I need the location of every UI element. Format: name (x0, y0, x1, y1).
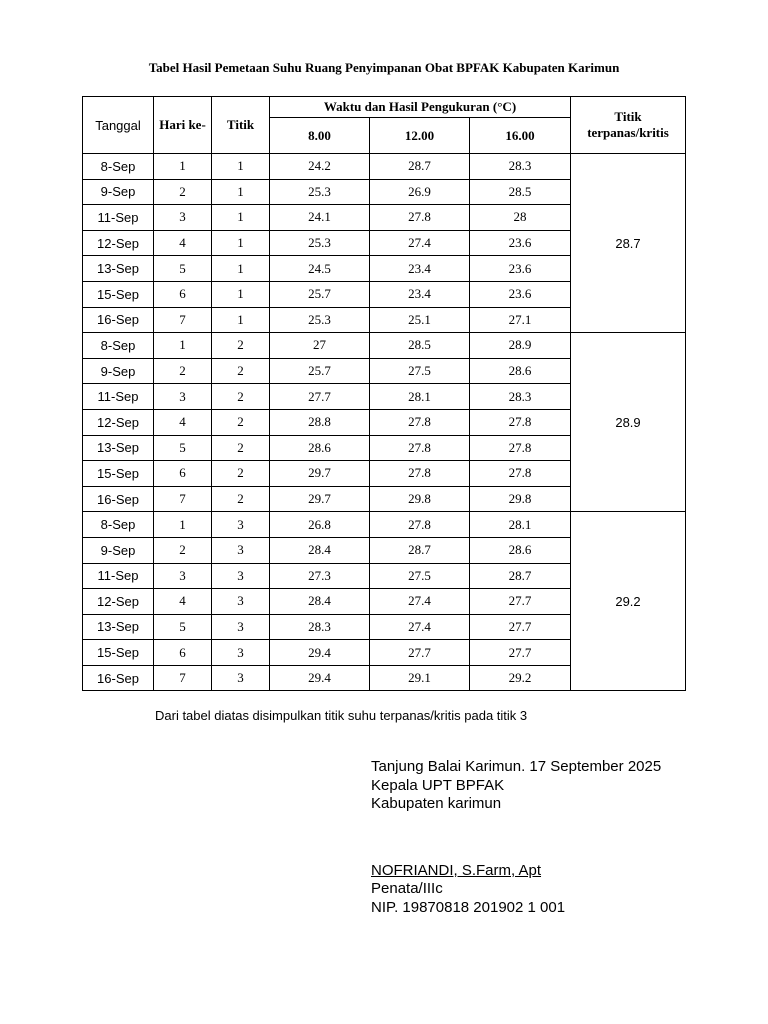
cell-titik: 2 (212, 358, 270, 384)
cell-temp-0800: 29.4 (270, 640, 370, 666)
cell-titik: 1 (212, 179, 270, 205)
cell-temp-1200: 28.7 (370, 537, 470, 563)
cell-temp-1200: 27.4 (370, 589, 470, 615)
cell-date: 16-Sep (83, 665, 154, 691)
cell-temp-1200: 28.5 (370, 333, 470, 359)
cell-temp-1200: 27.5 (370, 563, 470, 589)
cell-hari: 4 (154, 230, 212, 256)
cell-temp-0800: 28.6 (270, 435, 370, 461)
header-hottest (571, 97, 686, 154)
cell-date: 16-Sep (83, 486, 154, 512)
cell-titik: 2 (212, 461, 270, 487)
cell-hari: 1 (154, 333, 212, 359)
cell-temp-0800: 25.3 (270, 307, 370, 333)
cell-temp-1600: 27.1 (470, 307, 571, 333)
cell-temp-1600: 27.7 (470, 640, 571, 666)
cell-temp-0800: 28.3 (270, 614, 370, 640)
cell-temp-0800: 26.8 (270, 512, 370, 538)
header-time-1600: 16.00 (470, 118, 571, 154)
cell-temp-1600: 27.7 (470, 614, 571, 640)
cell-temp-1200: 28.1 (370, 384, 470, 410)
cell-date: 9-Sep (83, 358, 154, 384)
cell-hari: 6 (154, 281, 212, 307)
cell-temp-1200: 27.5 (370, 358, 470, 384)
cell-temp-1200: 23.4 (370, 281, 470, 307)
cell-hari: 1 (154, 512, 212, 538)
cell-titik: 1 (212, 281, 270, 307)
cell-hottest: 28.7 (571, 154, 686, 333)
cell-hari: 3 (154, 205, 212, 231)
cell-date: 13-Sep (83, 614, 154, 640)
cell-hari: 6 (154, 461, 212, 487)
cell-temp-0800: 28.8 (270, 409, 370, 435)
cell-titik: 3 (212, 589, 270, 615)
table-row (83, 512, 686, 538)
cell-temp-1600: 27.8 (470, 409, 571, 435)
cell-date: 15-Sep (83, 461, 154, 487)
temperature-table (82, 96, 686, 691)
cell-temp-0800: 25.3 (270, 230, 370, 256)
cell-temp-0800: 27.3 (270, 563, 370, 589)
cell-hari: 6 (154, 640, 212, 666)
signature-name: NOFRIANDI, S.Farm, Apt (371, 861, 542, 879)
cell-temp-0800: 29.7 (270, 486, 370, 512)
cell-titik: 3 (212, 512, 270, 538)
cell-temp-1200: 27.8 (370, 461, 470, 487)
cell-titik: 2 (212, 384, 270, 410)
cell-temp-1600: 28.3 (470, 154, 571, 180)
cell-temp-0800: 25.7 (270, 358, 370, 384)
cell-hari: 4 (154, 589, 212, 615)
table-row (83, 154, 686, 180)
cell-titik: 2 (212, 333, 270, 359)
signature-place-date: Tanjung Balai Karimun. 17 September 2025 (371, 758, 662, 775)
cell-temp-1600: 28.9 (470, 333, 571, 359)
cell-temp-1200: 27.4 (370, 614, 470, 640)
cell-temp-1200: 27.8 (370, 409, 470, 435)
cell-temp-1600: 27.8 (470, 435, 571, 461)
cell-hari: 2 (154, 179, 212, 205)
cell-temp-1200: 27.4 (370, 230, 470, 256)
cell-date: 8-Sep (83, 333, 154, 359)
cell-date: 9-Sep (83, 179, 154, 205)
table-body (83, 154, 686, 691)
cell-date: 11-Sep (83, 563, 154, 589)
cell-temp-1600: 27.8 (470, 461, 571, 487)
cell-temp-0800: 28.4 (270, 537, 370, 563)
cell-date: 12-Sep (83, 230, 154, 256)
cell-temp-1200: 29.8 (370, 486, 470, 512)
cell-titik: 3 (212, 665, 270, 691)
cell-date: 11-Sep (83, 205, 154, 231)
cell-temp-0800: 24.2 (270, 154, 370, 180)
cell-date: 8-Sep (83, 154, 154, 180)
header-time-1200: 12.00 (370, 118, 470, 154)
cell-date: 13-Sep (83, 435, 154, 461)
cell-temp-1600: 29.2 (470, 665, 571, 691)
cell-titik: 2 (212, 435, 270, 461)
conclusion-text: Dari tabel diatas disimpulkan titik suhu terpanas/kritis pada titik 3 (155, 708, 528, 723)
header-hari: Hari ke- (154, 97, 212, 154)
cell-titik: 3 (212, 537, 270, 563)
cell-hottest: 28.9 (571, 333, 686, 512)
cell-titik: 1 (212, 205, 270, 231)
cell-hari: 5 (154, 256, 212, 282)
cell-hari: 4 (154, 409, 212, 435)
cell-hari: 7 (154, 486, 212, 512)
cell-date: 16-Sep (83, 307, 154, 333)
cell-temp-1200: 25.1 (370, 307, 470, 333)
header-tanggal: Tanggal (83, 97, 154, 154)
header-time-0800: 8.00 (270, 118, 370, 154)
cell-hari: 7 (154, 665, 212, 691)
cell-temp-1200: 27.8 (370, 512, 470, 538)
cell-hari: 2 (154, 537, 212, 563)
cell-hari: 3 (154, 563, 212, 589)
cell-hottest: 29.2 (571, 512, 686, 691)
cell-temp-1200: 26.9 (370, 179, 470, 205)
cell-temp-1600: 28.1 (470, 512, 571, 538)
signature-rank: Penata/IIIc (371, 880, 443, 897)
cell-temp-1600: 28.6 (470, 358, 571, 384)
cell-hari: 2 (154, 358, 212, 384)
header-hottest-line1: Titik (614, 109, 642, 124)
cell-temp-1600: 27.7 (470, 589, 571, 615)
cell-hari: 5 (154, 435, 212, 461)
cell-temp-1200: 29.1 (370, 665, 470, 691)
cell-titik: 3 (212, 640, 270, 666)
cell-temp-1600: 23.6 (470, 281, 571, 307)
cell-temp-1600: 28.6 (470, 537, 571, 563)
cell-temp-0800: 25.7 (270, 281, 370, 307)
signature-nip: NIP. 19870818 201902 1 001 (371, 898, 566, 916)
cell-temp-0800: 27 (270, 333, 370, 359)
cell-titik: 3 (212, 563, 270, 589)
signature-office: Kabupaten karimun (371, 795, 502, 812)
cell-date: 11-Sep (83, 384, 154, 410)
cell-temp-0800: 29.7 (270, 461, 370, 487)
cell-date: 13-Sep (83, 256, 154, 282)
cell-hari: 5 (154, 614, 212, 640)
signature-position: Kepala UPT BPFAK (371, 776, 505, 794)
cell-temp-0800: 24.5 (270, 256, 370, 282)
cell-temp-1600: 28.3 (470, 384, 571, 410)
cell-temp-1200: 28.7 (370, 154, 470, 180)
cell-temp-1600: 28.7 (470, 563, 571, 589)
cell-temp-0800: 25.3 (270, 179, 370, 205)
cell-date: 15-Sep (83, 640, 154, 666)
cell-temp-1600: 28 (470, 205, 571, 231)
cell-temp-1200: 27.8 (370, 205, 470, 231)
cell-titik: 1 (212, 230, 270, 256)
cell-date: 12-Sep (83, 589, 154, 615)
cell-temp-1600: 23.6 (470, 230, 571, 256)
cell-temp-1600: 29.8 (470, 486, 571, 512)
cell-titik: 1 (212, 154, 270, 180)
cell-temp-0800: 29.4 (270, 665, 370, 691)
cell-temp-1200: 27.8 (370, 435, 470, 461)
cell-temp-0800: 28.4 (270, 589, 370, 615)
cell-hari: 1 (154, 154, 212, 180)
cell-titik: 1 (212, 256, 270, 282)
cell-temp-0800: 27.7 (270, 384, 370, 410)
cell-hari: 7 (154, 307, 212, 333)
cell-temp-1600: 23.6 (470, 256, 571, 282)
cell-date: 9-Sep (83, 537, 154, 563)
cell-date: 15-Sep (83, 281, 154, 307)
cell-date: 8-Sep (83, 512, 154, 538)
table-row (83, 333, 686, 359)
header-waktu-group: Waktu dan Hasil Pengukuran (°C) (270, 97, 571, 118)
cell-hari: 3 (154, 384, 212, 410)
cell-titik: 2 (212, 409, 270, 435)
header-titik: Titik (212, 97, 270, 154)
cell-date: 12-Sep (83, 409, 154, 435)
cell-titik: 3 (212, 614, 270, 640)
header-hottest-line2: terpanas/kritis (587, 125, 669, 140)
cell-titik: 2 (212, 486, 270, 512)
cell-temp-1200: 27.7 (370, 640, 470, 666)
cell-temp-1600: 28.5 (470, 179, 571, 205)
cell-temp-0800: 24.1 (270, 205, 370, 231)
signature-block (371, 758, 661, 917)
document-title: Tabel Hasil Pemetaan Suhu Ruang Penyimpanan Obat BPFAK Kabupaten Karimun (148, 60, 620, 75)
cell-titik: 1 (212, 307, 270, 333)
cell-temp-1200: 23.4 (370, 256, 470, 282)
